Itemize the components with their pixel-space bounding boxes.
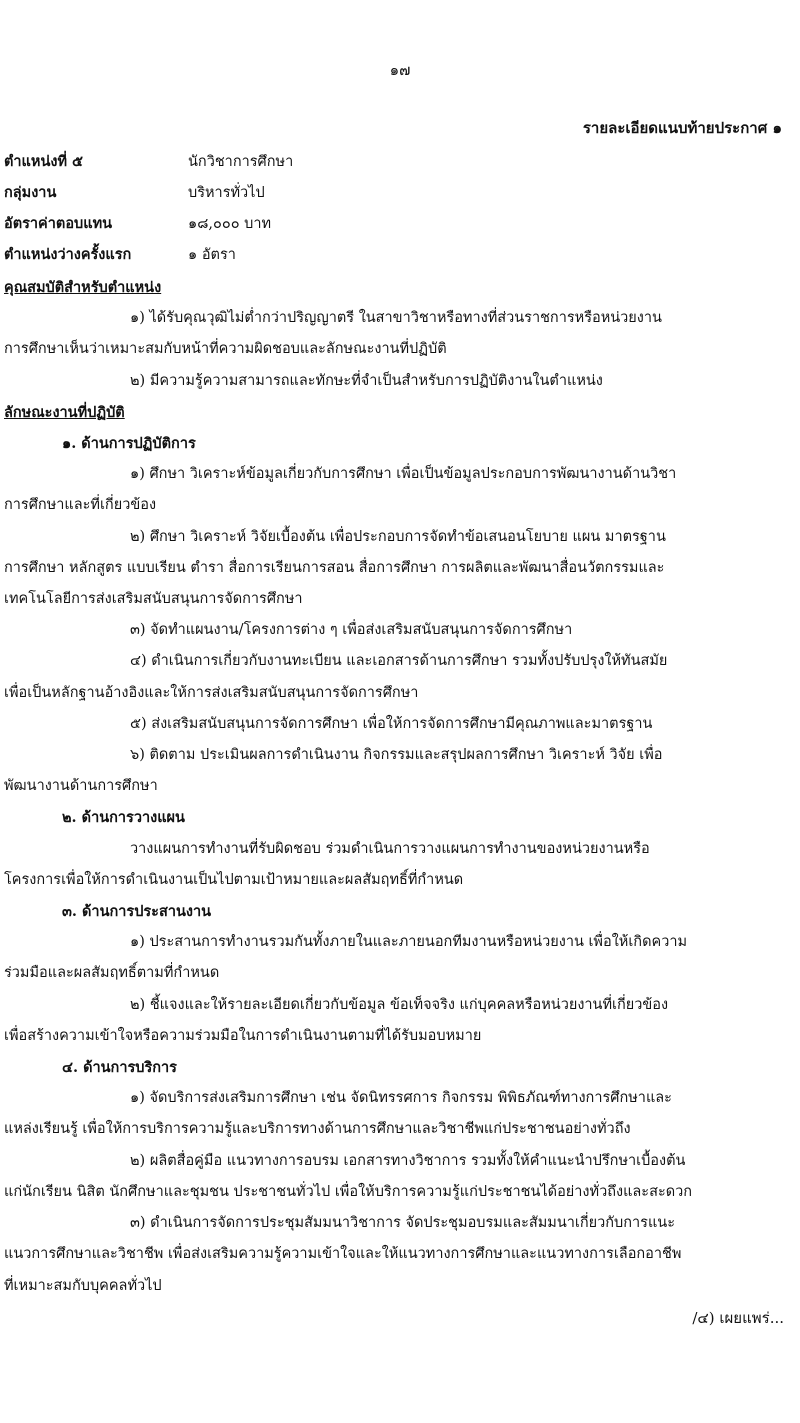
paragraph-line: พัฒนางานด้านการศึกษา	[4, 778, 158, 795]
paragraph-line: แก่นักเรียน นิสิต นักศึกษาและชุมชน ประชาชนทั่วไป เพื่อให้บริการความรู้แก่ประชาชนได้อย่างทั่วถึงและสะดวก	[4, 1183, 693, 1200]
section-title: ๓. ด้านการประสานงาน	[62, 903, 212, 921]
info-row-salary	[4, 208, 293, 239]
qualification-item	[4, 303, 788, 365]
paragraph-line: เทคโนโลยีการส่งเสริมสนับสนุนการจัดการศึกษา	[4, 591, 303, 608]
qualification-item: ๒) มีความรู้ความสามารถและทักษะที่จำเป็นสำหรับการปฏิบัติงานในตำแหน่ง	[130, 372, 603, 389]
duty-item	[4, 834, 788, 896]
position-info	[4, 146, 293, 270]
paragraph-line: ๔) ดำเนินการเกี่ยวกับงานทะเบียน และเอกสารด้านการศึกษา รวมทั้งปรับปรุงให้ทันสมัย	[130, 653, 668, 670]
qualifications-heading: คุณสมบัติสำหรับตำแหน่ง	[4, 279, 162, 296]
paragraph-line: ๖) ติดตาม ประเมินผลการดำเนินงาน กิจกรรมและสรุปผลการศึกษา วิเคราะห์ วิจัย เพื่อ	[130, 747, 663, 764]
duty-item	[4, 522, 788, 616]
section-title: ๔. ด้านการบริการ	[62, 1059, 177, 1077]
duty-item	[4, 1146, 788, 1208]
paragraph-line: ที่เหมาะสมกับบุคคลทั่วไป	[4, 1277, 162, 1294]
duty-item	[4, 459, 788, 521]
duty-item	[4, 927, 788, 989]
paragraph-line: วางแผนการทำงานที่รับผิดชอบ ร่วมดำเนินการวางแผนการทำงานของหน่วยงานหรือ	[130, 840, 650, 857]
paragraph-line: ๑) จัดบริการส่งเสริมการศึกษา เช่น จัดนิทรรศการ กิจกรรม พิพิธภัณฑ์ทางการศึกษาและ	[130, 1090, 672, 1107]
paragraph-line: แหล่งเรียนรู้ เพื่อให้การบริการความรู้และบริการทางด้านการศึกษาและวิชาชีพแก่ประชาชนอย่างทั่วถึง	[4, 1121, 631, 1138]
paragraph-line: แนวการศึกษาและวิชาชีพ เพื่อส่งเสริมความรู้ความเข้าใจและให้แนวทางการศึกษาและแนวทางการเลือกอาชีพ	[4, 1246, 682, 1263]
paragraph-line: ๓) ดำเนินการจัดการประชุมสัมมนาวิชาการ จัดประชุมอบรมและสัมมนาเกี่ยวกับการแนะ	[130, 1215, 675, 1232]
paragraph-line: เพื่อสร้างความเข้าใจหรือความร่วมมือในการดำเนินงานตามที่ได้รับมอบหมาย	[4, 1027, 482, 1044]
paragraph-line: ๒) ศึกษา วิเคราะห์ วิจัยเบื้องต้น เพื่อประกอบการจัดทำข้อเสนอนโยบาย แผน มาตรฐาน	[130, 528, 666, 545]
duties-heading: ลักษณะงานที่ปฏิบัติ	[4, 403, 125, 421]
info-value: นักวิชาการศึกษา	[188, 154, 294, 170]
paragraph-line: ๑) ประสานการทำงานรวมกันทั้งภายในและภายนอกทีมงานหรือหน่วยงาน เพื่อให้เกิดความ	[130, 934, 688, 951]
duty-item	[4, 740, 788, 802]
paragraph-line: ๒) ชี้แจงและให้รายละเอียดเกี่ยวกับข้อมูล ข้อเท็จจริง แก่บุคคลหรือหน่วยงานที่เกี่ยวข้อง	[130, 996, 669, 1013]
paragraph-line: เพื่อเป็นหลักฐานอ้างอิงและให้การส่งเสริมสนับสนุนการจัดการศึกษา	[4, 684, 419, 701]
section-title: ๑. ด้านการปฏิบัติการ	[62, 435, 196, 453]
paragraph-line: ๒) ผลิตสื่อคู่มือ แนวทางการอบรม เอกสารทางวิชาการ รวมทั้งให้คำแนะนำปรึกษาเบื้องต้น	[130, 1152, 686, 1169]
paragraph-line: การศึกษา หลักสูตร แบบเรียน ตำรา สื่อการเรียนการสอน สื่อการศึกษา การผลิตและพัฒนาสื่อนวัตกรรมและ	[4, 559, 665, 576]
page-number: ๑๗	[389, 61, 411, 79]
paragraph-line: ร่วมมือและผลสัมฤทธิ์ตามที่กำหนด	[4, 965, 220, 982]
duty-item	[4, 1208, 788, 1302]
duty-item	[4, 646, 788, 708]
info-label: กลุ่มงาน	[4, 184, 57, 201]
next-page-marker: /๔) เผยแพร่...	[692, 1309, 784, 1327]
info-row-group	[4, 177, 293, 208]
info-value: บริหารทั่วไป	[188, 185, 265, 201]
duty-item: ๕) ส่งเสริมสนับสนุนการจัดการศึกษา เพื่อให้การจัดการศึกษามีคุณภาพและมาตรฐาน	[130, 715, 653, 732]
paragraph-line: การศึกษาเห็นว่าเหมาะสมกับหน้าที่ความผิดชอบและลักษณะงานที่ปฏิบัติ	[4, 341, 447, 358]
duty-item	[4, 1083, 788, 1145]
info-row-vacancy	[4, 239, 293, 270]
section-title: ๒. ด้านการวางแผน	[62, 809, 185, 827]
info-label: อัตราค่าตอบแทน	[4, 215, 113, 232]
info-label: ตำแหน่งที่ ๕	[4, 153, 84, 170]
attachment-title: รายละเอียดแนบท้ายประกาศ ๑	[582, 119, 782, 137]
document-body	[4, 272, 788, 1302]
duty-item: ๓) จัดทำแผนงาน/โครงการต่าง ๆ เพื่อส่งเสริมสนับสนุนการจัดการศึกษา	[130, 622, 573, 639]
paragraph-line: ๑) ได้รับคุณวุฒิไม่ต่ำกว่าปริญญาตรี ในสาขาวิชาหรือทางที่ส่วนราชการหรือหน่วยงาน	[130, 310, 662, 327]
paragraph-line: โครงการเพื่อให้การดำเนินงานเป็นไปตามเป้าหมายและผลสัมฤทธิ์ที่กำหนด	[4, 871, 464, 888]
duty-item	[4, 990, 788, 1052]
paragraph-line: การศึกษาและที่เกี่ยวข้อง	[4, 497, 157, 514]
info-value: ๑ อัตรา	[188, 247, 236, 263]
paragraph-line: ๑) ศึกษา วิเคราะห์ข้อมูลเกี่ยวกับการศึกษา เพื่อเป็นข้อมูลประกอบการพัฒนางานด้านวิชา	[130, 466, 677, 483]
info-label: ตำแหน่งว่างครั้งแรก	[4, 246, 132, 263]
info-row-position	[4, 146, 293, 177]
info-value: ๑๘,๐๐๐ บาท	[188, 216, 272, 232]
